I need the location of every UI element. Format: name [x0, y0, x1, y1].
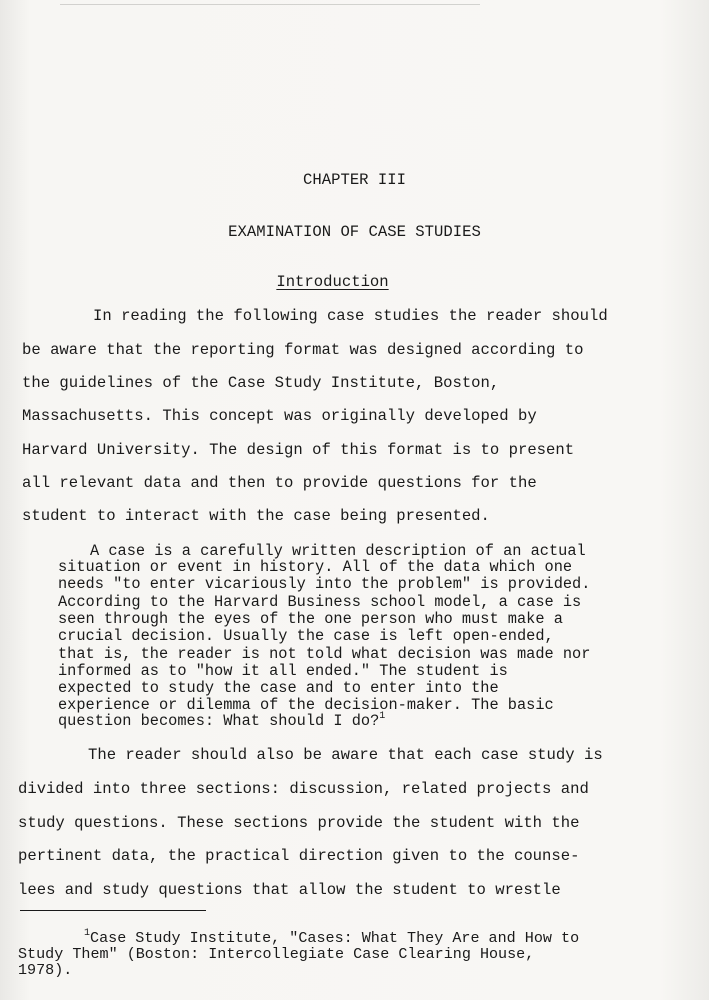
paragraph-1-line: be aware that the reporting format was designed according to: [22, 341, 584, 359]
block-quote-line: crucial decision. Usually the case is left open-ended,: [58, 627, 554, 645]
block-quote-line: needs "to enter vicariously into the problem" is provided.: [58, 575, 591, 593]
footnote-reference: 1: [379, 711, 386, 722]
paragraph-2-line: pertinent data, the practical direction given to the counse-: [18, 847, 580, 865]
chapter-number: CHAPTER III: [303, 171, 406, 189]
section-heading: Introduction: [276, 273, 389, 291]
paragraph-2-line: The reader should also be aware that each case study is: [88, 746, 603, 764]
block-quote-line: A case is a carefully written description of an actual: [90, 542, 586, 560]
footnote-marker: 1: [84, 928, 91, 939]
block-quote-line: situation or event in history. All of the data which one: [58, 558, 573, 576]
paragraph-1-line: the guidelines of the Case Study Institute, Boston,: [22, 374, 500, 392]
footnote-line: 1978).: [18, 961, 73, 979]
block-quote-line: informed as to "how it all ended." The student is: [58, 662, 508, 680]
paragraph-1-line: Harvard University. The design of this format is to present: [22, 441, 575, 459]
paragraph-1-line: all relevant data and then to provide questions for the: [22, 474, 537, 492]
paragraph-2-line: divided into three sections: discussion, related projects and: [18, 780, 589, 798]
footnote-line: [84, 930, 579, 946]
block-quote-line: that is, the reader is not told what decision was made nor: [58, 645, 591, 663]
block-quote-line: [58, 713, 385, 729]
paragraph-2-line: study questions. These sections provide the student with the: [18, 814, 580, 832]
block-quote-last-text: question becomes: What should I do?: [58, 712, 380, 730]
block-quote-line: According to the Harvard Business school model, a case is: [58, 593, 582, 611]
block-quote-line: experience or dilemma of the decision-maker. The basic: [58, 696, 554, 714]
footnote-line: Study Them" (Boston: Intercollegiate Case Clearing House,: [18, 945, 535, 963]
footnote-text: Case Study Institute, "Cases: What They Are and How to: [90, 929, 580, 947]
block-quote-line: seen through the eyes of the one person who must make a: [58, 610, 563, 628]
block-quote-line: expected to study the case and to enter into the: [58, 679, 499, 697]
footnote-rule: [20, 910, 206, 911]
paragraph-2-line: lees and study questions that allow the student to wrestle: [18, 881, 561, 899]
paragraph-1-line: student to interact with the case being presented.: [22, 507, 490, 525]
paragraph-1-line: In reading the following case studies the reader should: [93, 307, 608, 325]
chapter-title: EXAMINATION OF CASE STUDIES: [228, 223, 481, 241]
paragraph-1-line: Massachusetts. This concept was originally developed by: [22, 407, 537, 425]
